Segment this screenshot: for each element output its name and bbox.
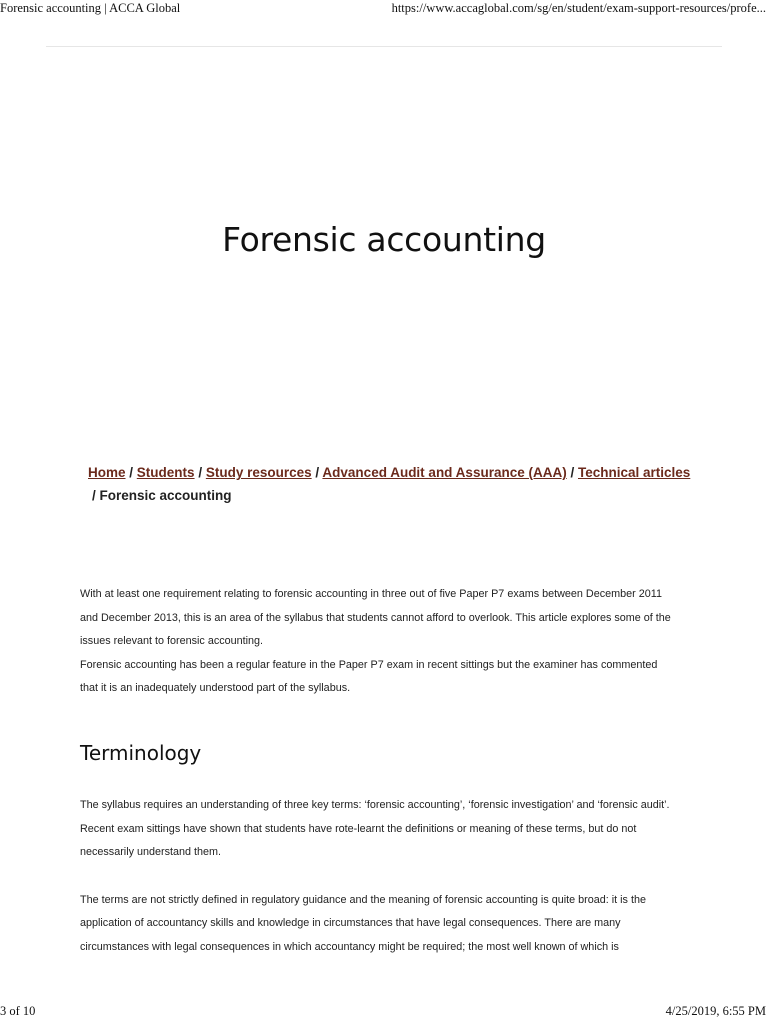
terminology-line: Recent exam sittings have shown that students have rote-learnt the definitions or meaning of these terms, but do not [80,822,637,835]
breadcrumb-study-resources-link[interactable]: Study resources [205,465,312,480]
paragraph-gap [80,865,710,889]
breadcrumb-separator: / [570,465,578,480]
terminology-line: necessarily understand them. [80,846,222,858]
intro-line: Forensic accounting has been a regular feature in the Paper P7 exam in recent sittings but the examiner has commented [80,658,658,671]
intro-line: and December 2013, this is an area of the syllabus that students cannot afford to overlook. This article explores some of the [80,611,671,624]
breadcrumb-separator: / [129,465,137,480]
breadcrumb [88,461,708,507]
print-header-url: https://www.accaglobal.com/sg/en/student/exam-support-resources/profe... [391,1,766,15]
print-header-title: Forensic accounting | ACCA Global [0,1,181,15]
intro-line: issues relevant to forensic accounting. [80,635,264,647]
page-title: Forensic accounting [222,220,546,259]
breadcrumb-separator: / [92,488,100,503]
intro-line: With at least one requirement relating to forensic accounting in three out of five Paper P7 exams between December 2011 [80,588,662,600]
breadcrumb-current: Forensic accounting [99,488,232,503]
breadcrumb-separator: / [198,465,206,480]
breadcrumb-line-1 [88,461,708,484]
print-footer [0,1002,768,1024]
terminology-line: circumstances with legal consequences in which accountancy might be required; the most well known of which is [80,940,619,953]
breadcrumb-aaa-link[interactable]: Advanced Audit and Assurance (AAA) [322,465,567,480]
article-intro [80,583,710,701]
breadcrumb-technical-articles-link[interactable]: Technical articles [578,465,691,480]
terminology-line: The syllabus requires an understanding of three key terms: ‘forensic accounting’, ‘forensic investigation’ and ‘forensic audit’. [80,799,670,811]
breadcrumb-students-link[interactable]: Students [136,465,195,480]
print-datetime: 4/25/2019, 6:55 PM [665,1004,766,1018]
terminology-line: application of accountancy skills and knowledge in circumstances that have legal consequences. There are many [80,917,621,929]
breadcrumb-line-2 [88,484,708,507]
breadcrumb-home-link[interactable]: Home [88,465,126,480]
print-header [0,0,768,20]
section-heading-terminology: Terminology [80,741,202,765]
top-divider [46,46,722,47]
terminology-body [80,794,710,959]
terminology-line: The terms are not strictly defined in regulatory guidance and the meaning of forensic accounting is quite broad: it is the [80,893,646,906]
breadcrumb-separator: / [315,465,323,480]
page-number: 3 of 10 [0,1004,36,1018]
intro-line: that it is an inadequately understood part of the syllabus. [80,682,351,694]
